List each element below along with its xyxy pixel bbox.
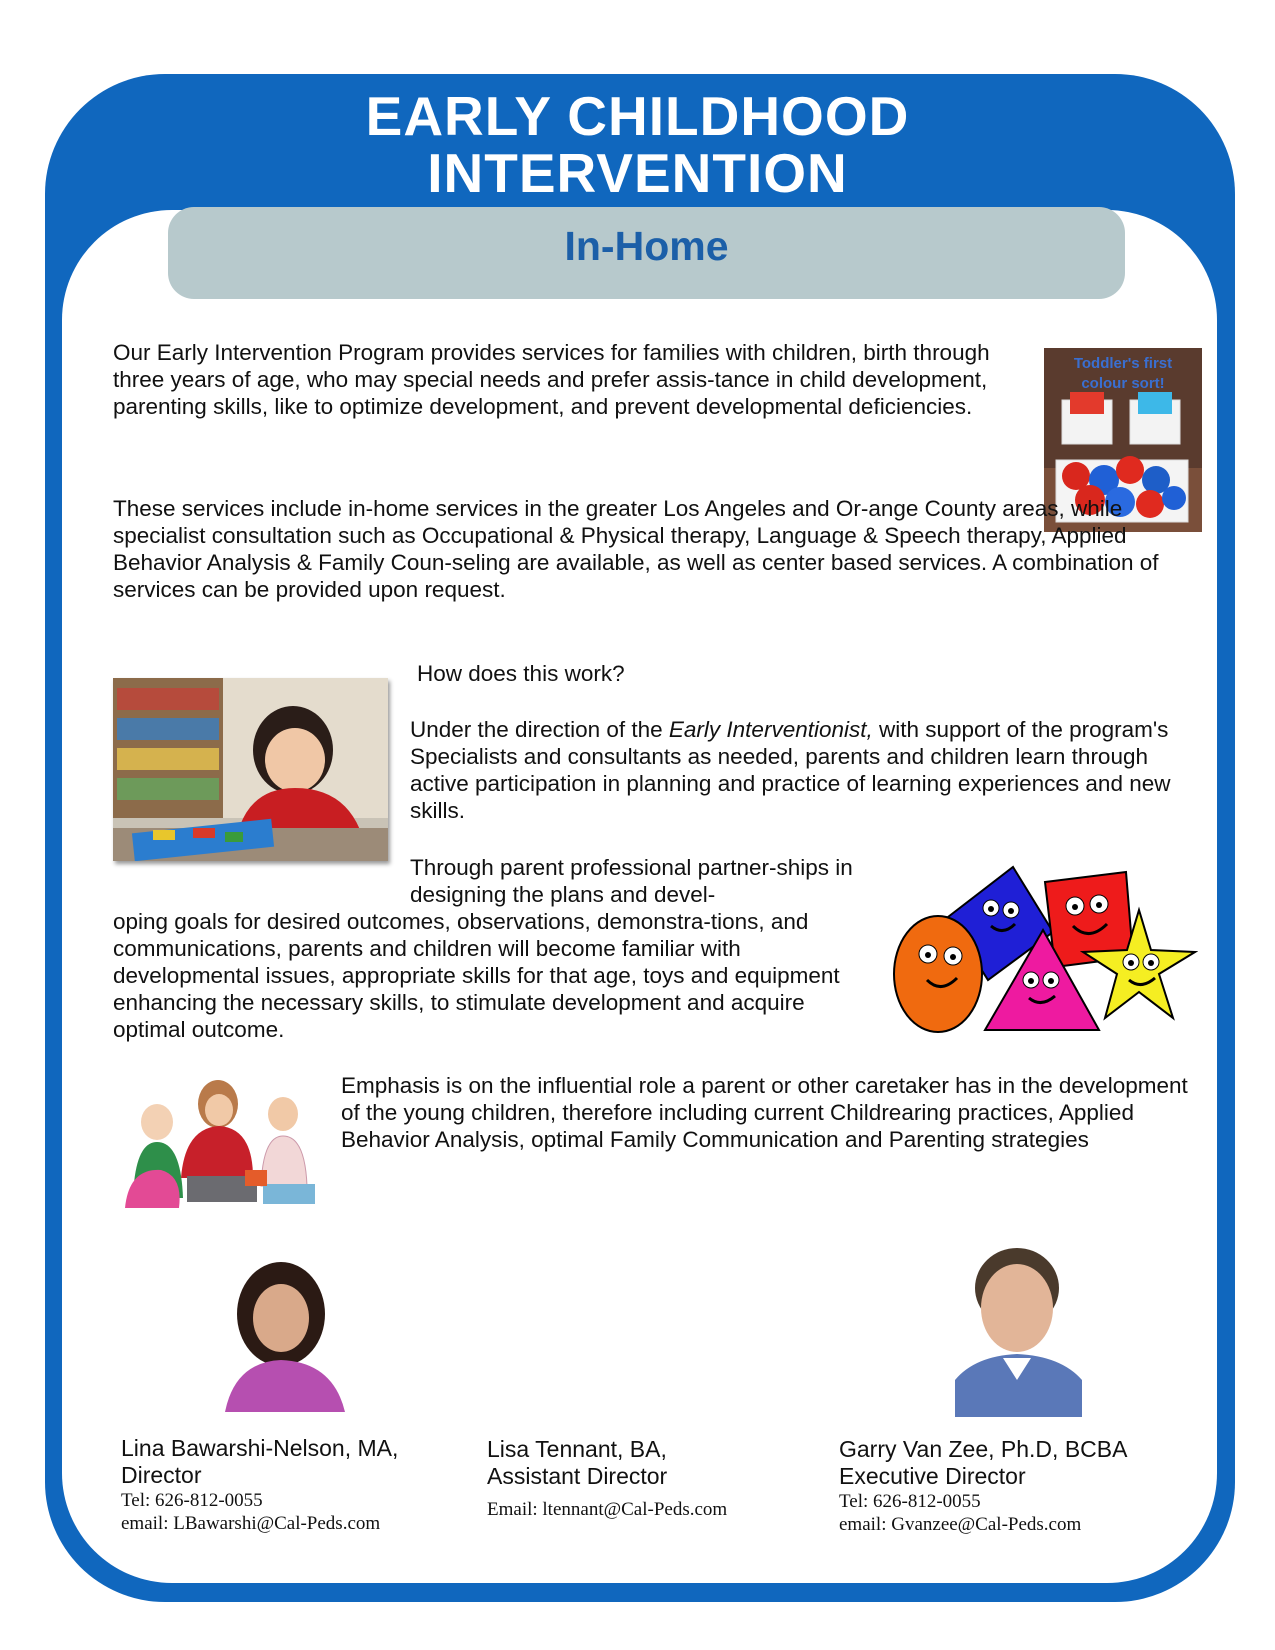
garry-portrait [955,1240,1082,1417]
contact-role: Executive Director [839,1463,1026,1489]
photo-caption-line-1: Toddler's first [1073,355,1173,372]
contact-email[interactable]: email: Gvanzee@Cal-Peds.com [839,1514,1082,1535]
early-interventionist-term: Early Interventionist, [668,717,873,742]
cartoon-shapes-image [893,862,1198,1040]
title-line-2: INTERVENTION [427,142,848,204]
contact-tel: Tel: 626-812-0055 [121,1490,263,1511]
partnership-paragraph-rest: oping goals for desired outcomes, observations, demonstra-tions, and communications, parents and children will become familiar with developmental issues, appropriate skills for that age, toys and equipment enhancing the necessary skills, to stimulate development and acquire optimal outcome. [113,909,840,1042]
title-line-1: EARLY CHILDHOOD [365,85,910,147]
direction-paragraph [410,716,1190,824]
cartoon-shapes-illustration [893,862,1198,1040]
lina-portrait [215,1262,350,1412]
garry-portrait-image [955,1240,1082,1417]
contact-role: Director [121,1462,202,1488]
subtitle: In-Home [564,223,729,269]
contact-name: Lisa Tennant, BA, [487,1436,667,1462]
contact-garry [839,1436,1199,1536]
partnership-paragraph-top: Through parent professional partner-ships in designing the plans and devel- [410,855,853,907]
photo-caption-line-2: colour sort! [1081,375,1165,392]
parent-children-photo [113,1058,323,1220]
contact-email[interactable]: email: LBawarshi@Cal-Peds.com [121,1513,381,1534]
subtitle-banner [168,207,1125,299]
intro-paragraph: Our Early Intervention Program provides services for families with children, birth through three years of age, who may special needs and prefer assis-tance in child development, parenting skills, like to optimize development, and prevent developmental deficiencies. [113,340,990,419]
services-paragraph: These services include in-home services in the greater Los Angeles and Or-ange County areas, while specialist consultation such as Occupational & Physical therapy, Language & Speech therapy, Applied Behavior Analysis & Family Coun-seling are available, as well as center based services. A combination of services can be provided upon request. [113,496,1159,602]
direction-text-2: with support of the program's Specialists and consultants as needed, parents and children learn through active participation in planning and practice of learning experiences and new skills. [410,717,1171,823]
lina-portrait-image [215,1262,350,1412]
contact-tel: Tel: 626-812-0055 [839,1491,981,1512]
parent-children-image [113,1058,323,1220]
contact-lisa [487,1436,807,1521]
child-library-image [113,678,388,861]
contact-role: Assistant Director [487,1463,668,1489]
contact-lina [121,1435,461,1535]
direction-text-1: Under the direction of the [410,717,669,742]
contact-name: Lina Bawarshi-Nelson, MA, [121,1435,399,1461]
child-library-photo [113,678,388,861]
emphasis-paragraph: Emphasis is on the influential role a parent or other caretaker has in the development of the young children, therefore including current Childrearing practices, Applied Behavior Analysis, optimal Family Communication and Parenting strategies [341,1073,1188,1152]
contact-email[interactable]: Email: ltennant@Cal-Peds.com [487,1499,728,1520]
how-it-works-heading: How does this work? [417,661,625,686]
contact-name: Garry Van Zee, Ph.D, BCBA [839,1436,1128,1462]
page-title [0,85,1275,204]
